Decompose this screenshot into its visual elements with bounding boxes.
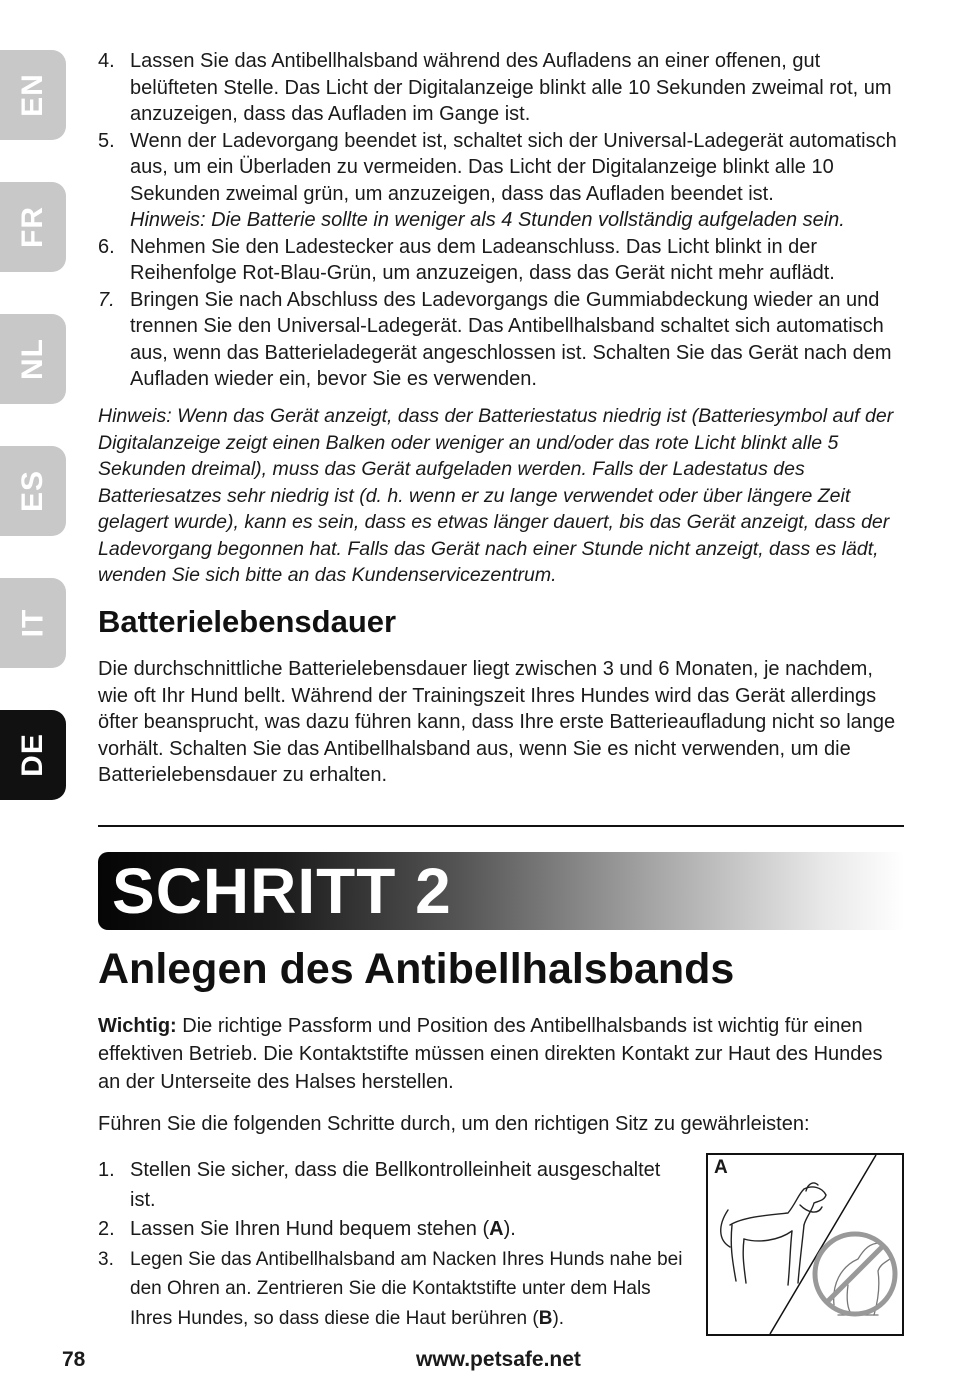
figure-label: A: [714, 1157, 728, 1178]
list-item-note: Hinweis: Die Batterie sollte in weniger als 4 Stunden vollständig aufgeladen sein.: [130, 209, 845, 231]
lang-tab-it[interactable]: [0, 578, 66, 668]
battery-note: Hinweis: Wenn das Gerät anzeigt, dass der Batteriestatus niedrig ist (Batteriesymbol auf der Digitalanzeige zeigt einen Balken oder weniger an und/oder das rote Licht blinkt alle 5 Sekunden dreimal), muss das Gerät aufgeladen werden. Falls der Ladestatus des Batteriesatzes sehr niedrig ist (d. h. wenn er zu lange verwendet oder über längere Zeit gelagert wurde), kann es sein, dass es etwas länger dauert, bis das Gerät anzeigt, dass der Ladevorgang begonnen hat. Falls das Gerät nach einer Stunde nicht anzeigt, dass es lädt, wenden Sie sich bitte an das Kundenservicezentrum.: [98, 405, 894, 586]
fit-intro: Führen Sie die folgenden Schritte durch, um den richtigen Sitz zu gewährleisten:: [98, 1113, 810, 1135]
list-item-number: 1.: [98, 1159, 115, 1181]
list-item: [98, 1245, 688, 1334]
lang-tab-label: EN: [16, 73, 49, 117]
figure-reference: B: [538, 1307, 553, 1329]
important-text: Die richtige Passform und Position des Antibellhalsbands ist wichtig für einen effektiven Betrieb. Die Kontaktstifte müssen einen direkten Kontakt zur Haut des Hundes an der Unterseite des Halses herstellen.: [98, 1015, 883, 1093]
list-item-text-end: ).: [503, 1218, 516, 1240]
list-item-text: Lassen Sie das Antibellhalsband während des Aufladens an einer offenen, gut belüfteten Stelle. Das Licht der Digitalanzeige blinkt alle 10 Sekunden zweimal rot, um anzuzeigen, dass das Aufladen im Gange ist.: [130, 50, 892, 125]
charging-steps-list: [98, 48, 904, 393]
standing-dog-icon: [721, 1183, 826, 1285]
battery-life-heading: Batterielebensdauer: [98, 604, 397, 639]
footer-url: www.petsafe.net: [416, 1348, 581, 1371]
list-item-number: 2.: [98, 1218, 115, 1240]
section-divider: [98, 825, 904, 827]
figure-a: [706, 1153, 904, 1336]
list-item-text: Stellen Sie sicher, dass die Bellkontrolleinheit ausgeschaltet ist.: [130, 1159, 661, 1211]
list-item-text: Bringen Sie nach Abschluss des Ladevorgangs die Gummiabdeckung wieder an und trennen Sie den Universal-Ladegerät. Das Antibellhalsband schaltet sich automatisch aus, wenn das Batterieladegerät angeschlossen ist. Schalten Sie das Gerät nach dem Aufladen wieder ein, bevor Sie es verwenden.: [130, 288, 892, 390]
list-item: [98, 1156, 688, 1215]
lang-tab-label: IT: [15, 608, 49, 638]
list-item-text: Nehmen Sie den Ladestecker aus dem Ladeanschluss. Das Licht blinkt in der Reihenfolge Rot-Blau-Grün, um anzuzeigen, dass das Gerät nicht mehr auflädt.: [130, 235, 835, 284]
lang-tab-label: NL: [16, 338, 49, 380]
battery-life-text: Die durchschnittliche Batterielebensdauer liegt zwischen 3 und 6 Monaten, je nachdem, wie oft Ihr Hund bellt. Während der Trainingszeit Ihres Hundes wird das Gerät allerdings öfter beansprucht, was dazu führen kann, dass Ihre erste Batterieaufladung nicht so lange vorhält. Schalten Sie das Antibellhalsband aus, wenn Sie es nicht verwenden, um die Batterielebensdauer zu erhalten.: [98, 658, 896, 786]
lang-tab-label: DE: [16, 733, 49, 777]
list-item: [98, 287, 904, 393]
fitting-steps-list: [98, 1156, 688, 1333]
lang-tab-fr[interactable]: [0, 182, 66, 272]
lang-tab-en[interactable]: [0, 50, 66, 140]
list-item: [98, 48, 904, 128]
step-banner: [98, 852, 904, 930]
list-item: [98, 234, 904, 287]
list-item: [98, 1215, 688, 1245]
list-item-text: Lassen Sie Ihren Hund bequem stehen (: [130, 1218, 490, 1240]
lang-tab-de[interactable]: [0, 710, 66, 800]
list-item-text: Wenn der Ladevorgang beendet ist, schaltet sich der Universal-Ladegerät automatisch aus, um ein Überladen zu vermeiden. Das Licht der Digitalanzeige blinkt alle 10 Sekunden zweimal grün, um anzuzeigen, dass das Aufladen beendet ist.: [130, 129, 897, 205]
important-label: Wichtig:: [98, 1015, 177, 1037]
prohibition-slash: [827, 1246, 883, 1302]
important-paragraph: [98, 1012, 904, 1096]
lang-tab-label: ES: [16, 469, 49, 513]
list-item-number: 7.: [98, 288, 115, 311]
page-title: Anlegen des Antibellhalsbands: [98, 945, 735, 993]
list-item-number: 6.: [98, 235, 115, 258]
list-item-number: 4.: [98, 50, 115, 72]
list-item-text: Legen Sie das Antibellhalsband am Nacken Ihres Hunds nahe bei den Ohren an. Zentrieren Sie die Kontaktstifte unter dem Hals Ihres Hundes, so dass diese die Haut berühren (: [130, 1248, 683, 1329]
list-item-number: 3.: [98, 1248, 114, 1270]
list-item-number: 5.: [98, 129, 115, 152]
lang-tab-label: FR: [16, 206, 49, 248]
list-item: [98, 128, 904, 234]
page-number: 78: [62, 1348, 86, 1371]
divider-line: [770, 1155, 876, 1334]
dog-illustration: [708, 1155, 902, 1334]
lang-tab-es[interactable]: [0, 446, 66, 536]
figure-reference: A: [489, 1218, 504, 1240]
step-banner-label: SCHRITT 2: [112, 855, 452, 927]
lang-tab-nl[interactable]: [0, 314, 66, 404]
list-item-text-end: ).: [552, 1307, 565, 1329]
